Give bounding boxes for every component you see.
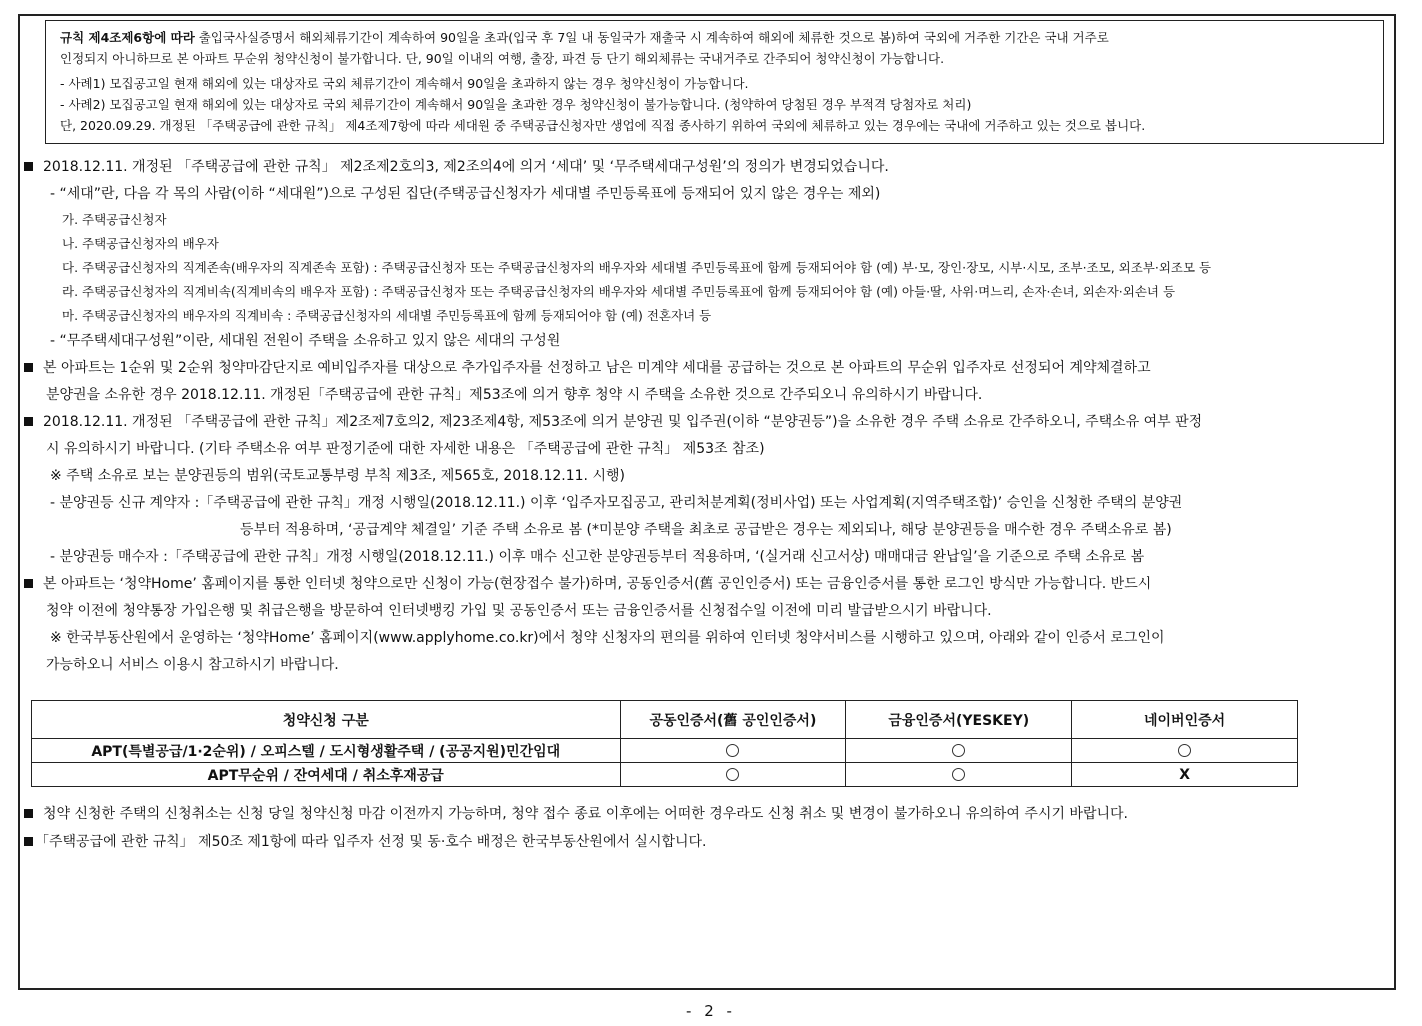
- header-naver-certificate: 네이버인증서: [1072, 701, 1298, 739]
- availability-cell: [620, 739, 846, 763]
- availability-cell: [846, 763, 1072, 787]
- availability-cell: [1072, 739, 1298, 763]
- page-number: - 2 -: [686, 1002, 736, 1020]
- row-label: APT(특별공급/1·2순위) / 오피스텔 / 도시형생활주택 / (공공지원)민간임대: [32, 739, 621, 763]
- section-household-title: 2018.12.11. 개정된 「주택공급에 관한 규칙」 제2조제2호의3, 제2조의4에 의거 ‘세대’ 및 ‘무주택세대구성원’의 정의가 변경되었습니다.: [24, 154, 1390, 181]
- section-online-application-line-2: 청약 이전에 청약통장 가입은행 및 취급은행을 방문하여 인터넷뱅킹 가입 및 공동인증서 또는 금융인증서를 신청접수일 이전에 미리 발급받으시기 바랍니다.: [46, 603, 992, 619]
- x-mark: X: [1179, 766, 1190, 783]
- overseas-residence-notice-box: [45, 20, 1384, 144]
- presale-new-contractor-line-2: 등부터 적용하며, ‘공급계약 체결일’ 기준 주택 소유로 봄 (*미분양 주택을 최초로 공급받은 경우는 제외되나, 해당 분양권등을 매수한 경우 주택소유로 봄): [240, 522, 1172, 538]
- square-bullet-icon: [24, 363, 33, 372]
- household-item-2: 나. 주택공급신청자의 배우자: [62, 236, 219, 251]
- circle-mark-icon: [952, 744, 965, 757]
- household-item-1: 가. 주택공급신청자: [62, 212, 167, 227]
- section-presale-right-title: 2018.12.11. 개정된 「주택공급에 관한 규칙」제2조제7호의2, 제23조제4항, 제53조에 의거 분양권 및 입주권(이하 “분양권등”)을 소유한 경우 주택 소유로 간주하오니, 주택소유 여부 판정: [24, 409, 1390, 436]
- square-bullet-icon: [24, 837, 33, 846]
- presale-right-scope: ※ 주택 소유로 보는 분양권등의 범위(국토교통부령 부칙 제3조, 제565호, 2018.12.11. 시행): [50, 468, 625, 484]
- table-row: [32, 763, 1298, 787]
- presale-new-contractor: - 분양권등 신규 계약자 :「주택공급에 관한 규칙」개정 시행일(2018.12.11.) 이후 ‘입주자모집공고, 관리처분계획(정비사업) 또는 사업계획(지역주택조합)’ 승인을 신청한 주택의 분양권: [50, 495, 1183, 511]
- document-body: [24, 154, 1390, 679]
- row-label: APT무순위 / 잔여세대 / 취소후재공급: [32, 763, 621, 787]
- household-definition: - “세대”란, 다음 각 목의 사람(이하 “세대원”)으로 구성된 집단(주택공급신청자가 세대별 주민등록표에 등재되어 있지 않은 경우는 제외): [50, 186, 881, 202]
- circle-mark-icon: [952, 768, 965, 781]
- section-non-ranked-title: 본 아파트는 1순위 및 2순위 청약마감단지로 예비입주자를 대상으로 추가입주자를 선정하고 남은 미계약 세대를 공급하는 것으로 본 아파트의 무순위 입주자로 선정되어 계약체결하고: [24, 355, 1390, 382]
- section-online-application-title: 본 아파트는 ‘청약Home’ 홈페이지를 통한 인터넷 청약으로만 신청이 가능(현장접수 불가)하며, 공동인증서(舊 공인인증서) 또는 금융인증서를 통한 로그인 방식만 가능합니다. 반드시: [24, 571, 1390, 598]
- square-bullet-icon: [24, 162, 33, 171]
- table-row: [32, 739, 1298, 763]
- household-item-3: 다. 주택공급신청자의 직계존속(배우자의 직계존속 포함) : 주택공급신청자 또는 주택공급신청자의 배우자와 세대별 주민등록표에 함께 등재되어야 함 (예) 부·모, 장인·장모, 시부·시모, 조부·조모, 외조부·외조모 등: [62, 260, 1212, 275]
- availability-cell: [846, 739, 1072, 763]
- availability-cell: [620, 763, 846, 787]
- notice-line-1: 규칙 제4조제6항에 따라 출입국사실증명서 해외체류기간이 계속하여 90일을 초과(입국 후 7일 내 동일국가 재출국 시 계속하여 해외에 체류한 것으로 봄)하여 국외에 거주한 기간은 국내 거주로: [60, 30, 1109, 45]
- presale-buyer: - 분양권등 매수자 :「주택공급에 관한 규칙」개정 시행일(2018.12.11.) 이후 매수 신고한 분양권등부터 적용하며, ‘(실거래 신고서상) 매매대금 완납일’을 기준으로 주택 소유로 봄: [50, 549, 1145, 565]
- cancellation-note: 청약 신청한 주택의 신청취소는 신청 당일 청약신청 마감 이전까지 가능하며, 청약 접수 종료 이후에는 어떠한 경우라도 신청 취소 및 변경이 불가하오니 유의하여 주시기 바랍니다.: [24, 800, 1390, 828]
- header-application-type: 청약신청 구분: [32, 701, 621, 739]
- applyhome-note: ※ 한국부동산원에서 운영하는 ‘청약Home’ 홈페이지(www.applyhome.co.kr)에서 청약 신청자의 편의를 위하여 인터넷 청약서비스를 시행하고 있으며, 아래와 같이 인증서 로그인이: [50, 630, 1165, 646]
- header-joint-certificate: 공동인증서(舊 공인인증서): [620, 701, 846, 739]
- notice-case-1: - 사례1) 모집공고일 현재 해외에 있는 대상자로 국외 체류기간이 계속해서 90일을 초과하지 않는 경우 청약신청이 가능합니다.: [60, 76, 749, 91]
- square-bullet-icon: [24, 579, 33, 588]
- section-presale-right-line-2: 시 유의하시기 바랍니다. (기타 주택소유 여부 판정기준에 대한 자세한 내용은 「주택공급에 관한 규칙」 제53조 참조): [46, 441, 765, 457]
- table-header-row: [32, 701, 1298, 739]
- selection-note: 「주택공급에 관한 규칙」 제50조 제1항에 따라 입주자 선정 및 동·호수 배정은 한국부동산원에서 실시합니다.: [24, 828, 1390, 856]
- footer-notes: [24, 800, 1390, 856]
- square-bullet-icon: [24, 417, 33, 426]
- household-item-4: 라. 주택공급신청자의 직계비속(직계비속의 배우자 포함) : 주택공급신청자 또는 주택공급신청자의 배우자와 세대별 주민등록표에 함께 등재되어야 함 (예) 아들·딸, 사위·며느리, 손자·손녀, 외손자·외손녀 등: [62, 284, 1176, 299]
- square-bullet-icon: [24, 809, 33, 818]
- circle-mark-icon: [1178, 744, 1191, 757]
- circle-mark-icon: [726, 768, 739, 781]
- notice-line-2: 인정되지 아니하므로 본 아파트 무순위 청약신청이 불가합니다. 단, 90일 이내의 여행, 출장, 파견 등 단기 해외체류는 국내거주로 간주되어 청약신청이 가능합니다.: [60, 51, 945, 66]
- certificate-table: [31, 700, 1298, 787]
- header-financial-certificate: 금융인증서(YESKEY): [846, 701, 1072, 739]
- applyhome-note-line-2: 가능하오니 서비스 이용시 참고하시기 바랍니다.: [46, 657, 339, 673]
- notice-rule-ref: 규칙 제4조제6항에 따라: [60, 30, 195, 45]
- notice-case-2: - 사례2) 모집공고일 현재 해외에 있는 대상자로 국외 체류기간이 계속해서 90일을 초과한 경우 청약신청이 불가능합니다. (청약하여 당첨된 경우 부적격 당첨자로 처리): [60, 97, 972, 112]
- section-non-ranked-line-2: 분양권을 소유한 경우 2018.12.11. 개정된「주택공급에 관한 규칙」제53조에 의거 향후 청약 시 주택을 소유한 것으로 간주되오니 유의하시기 바랍니다.: [46, 387, 983, 403]
- homeless-member-definition: - “무주택세대구성원”이란, 세대원 전원이 주택을 소유하고 있지 않은 세대의 구성원: [50, 333, 561, 349]
- household-item-5: 마. 주택공급신청자의 배우자의 직계비속 : 주택공급신청자의 세대별 주민등록표에 함께 등재되어야 함 (예) 전혼자녀 등: [62, 308, 712, 323]
- circle-mark-icon: [726, 744, 739, 757]
- notice-exception: 단, 2020.09.29. 개정된 「주택공급에 관한 규칙」 제4조제7항에 따라 세대원 중 주택공급신청자만 생업에 직접 종사하기 위하여 국외에 체류하고 있는 경우에는 국내에 거주하고 있는 것으로 봅니다.: [60, 118, 1146, 133]
- availability-cell: [1072, 763, 1298, 787]
